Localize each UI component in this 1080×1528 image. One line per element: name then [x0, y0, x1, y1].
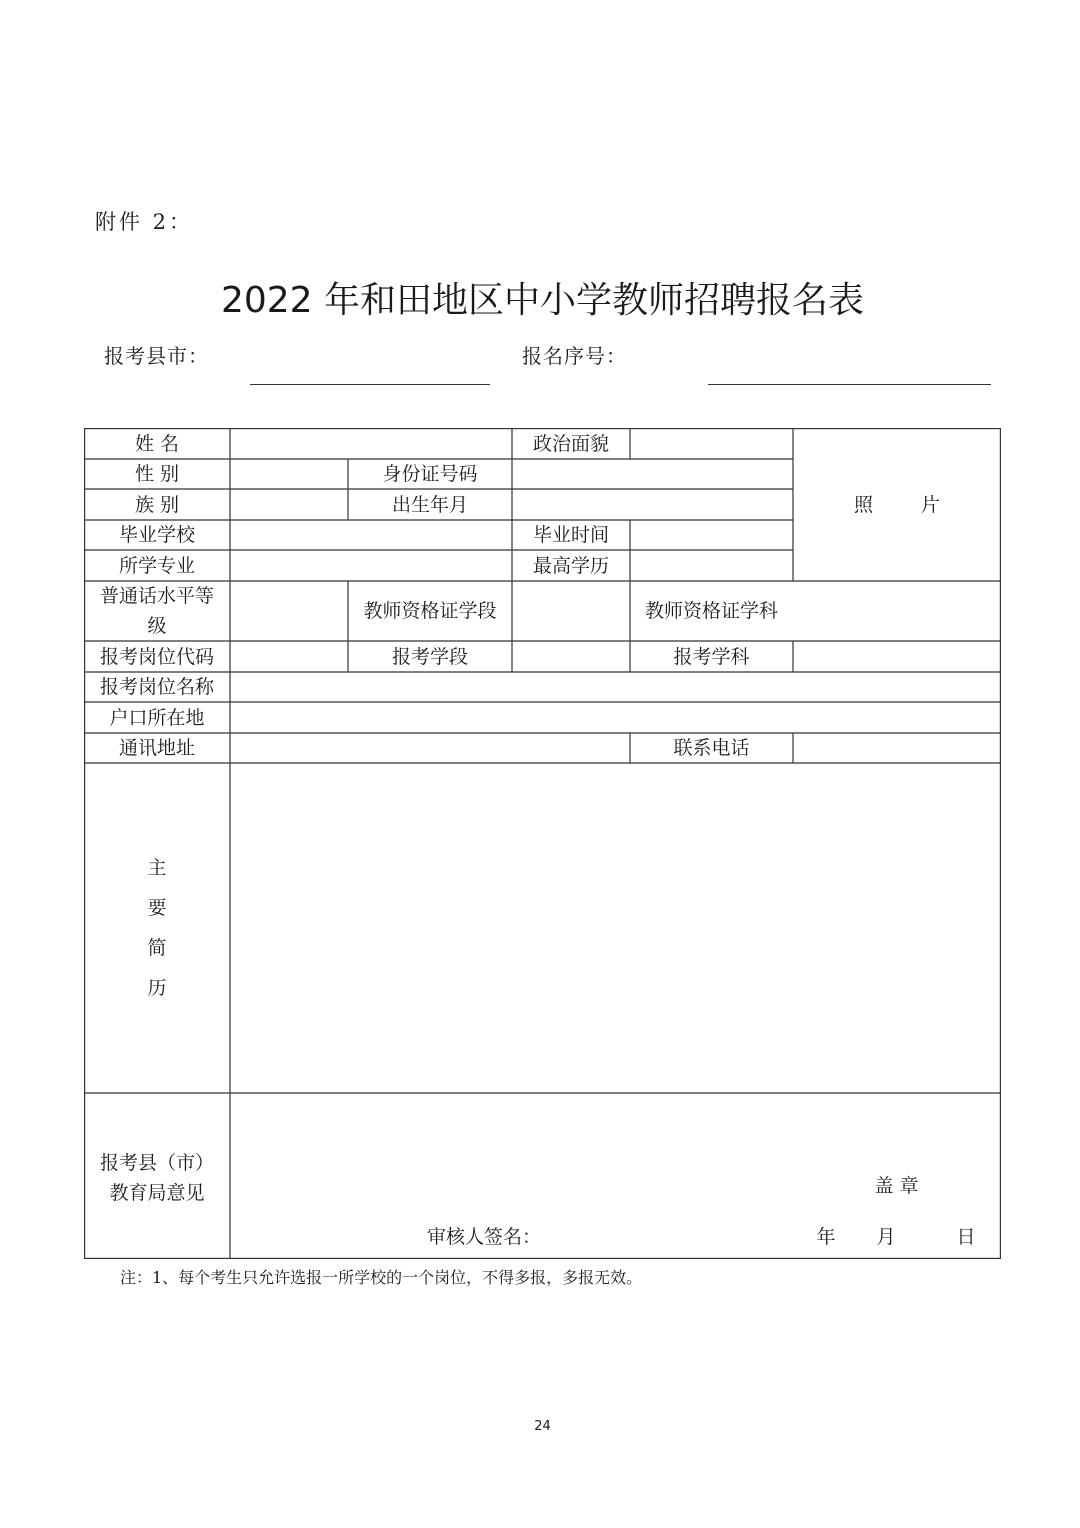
cert-subject-label: 教师资格证学科 [644, 600, 778, 622]
apply-subject-label: 报考学科 [673, 645, 750, 668]
opinion-label-line1: 报考县（市） [99, 1152, 214, 1174]
id-number-field[interactable] [512, 459, 793, 489]
county-field-line[interactable] [250, 384, 490, 385]
school-field[interactable] [230, 520, 512, 550]
hukou-field[interactable] [230, 702, 1001, 733]
resume-char-1: 主 [147, 857, 167, 879]
gender-label: 性 别 [134, 463, 180, 485]
name-field[interactable] [230, 428, 512, 459]
photo-label-1: 照 [853, 493, 873, 516]
resume-label [84, 763, 230, 1093]
address-field[interactable] [230, 733, 630, 763]
serial-label: 报名序号： [522, 344, 627, 368]
gender-field[interactable] [230, 459, 348, 489]
opinion-label-line2: 教育局意见 [109, 1182, 205, 1204]
education-label: 最高学历 [532, 554, 609, 577]
page-title: 2022 年和田地区中小学教师招聘报名表 [220, 280, 865, 321]
phone-label: 联系电话 [673, 737, 750, 759]
mandarin-label [84, 581, 230, 641]
photo-box[interactable] [793, 428, 1001, 581]
school-label: 毕业学校 [118, 524, 195, 546]
resume-field[interactable] [230, 763, 1001, 1093]
political-field[interactable] [630, 428, 793, 459]
year-label: 年 [816, 1226, 836, 1248]
registration-form [84, 428, 1001, 1259]
mandarin-label-line1: 普通话水平等 [99, 585, 214, 607]
resume-char-3: 简 [147, 937, 167, 959]
opinion-label [84, 1093, 230, 1259]
month-label: 月 [876, 1226, 896, 1248]
photo-label-2: 片 [921, 493, 941, 516]
post-code-label: 报考岗位代码 [99, 645, 214, 668]
apply-stage-field[interactable] [512, 641, 630, 672]
footnote: 注：1、每个考生只允许选报一所学校的一个岗位，不得多报，多报无效。 [120, 1268, 643, 1287]
resume-char-2: 要 [147, 897, 167, 919]
post-name-field[interactable] [230, 672, 1001, 702]
post-name-label: 报考岗位名称 [99, 676, 214, 698]
mandarin-field[interactable] [230, 581, 348, 641]
page-number: 24 [534, 1419, 551, 1434]
grad-time-label: 毕业时间 [532, 524, 609, 546]
apply-subject-field[interactable] [793, 641, 1001, 672]
resume-char-4: 历 [147, 977, 167, 999]
major-field[interactable] [230, 550, 512, 581]
name-label: 姓 名 [134, 432, 180, 455]
attachment-label: 附件 2： [95, 210, 194, 234]
day-label: 日 [956, 1226, 976, 1248]
apply-stage-label: 报考学段 [391, 645, 468, 668]
ethnicity-field[interactable] [230, 489, 348, 520]
political-label: 政治面貌 [532, 432, 609, 455]
county-label: 报考县市： [104, 344, 209, 368]
seal-label: 盖 章 [874, 1175, 919, 1197]
birth-field[interactable] [512, 489, 793, 520]
post-code-field[interactable] [230, 641, 348, 672]
serial-field-line[interactable] [708, 384, 991, 385]
mandarin-label-line2: 级 [147, 615, 167, 637]
cert-subject-field[interactable] [793, 581, 1001, 641]
phone-field[interactable] [793, 733, 1001, 763]
cert-stage-field[interactable] [512, 581, 630, 641]
reviewer-label: 审核人签名： [426, 1226, 541, 1248]
cert-stage-label: 教师资格证学段 [363, 600, 497, 622]
birth-label: 出生年月 [391, 493, 468, 516]
grad-time-field[interactable] [630, 520, 793, 550]
address-label: 通讯地址 [118, 737, 195, 759]
ethnicity-label: 族 别 [134, 493, 180, 516]
education-field[interactable] [630, 550, 793, 581]
hukou-label: 户口所在地 [109, 706, 205, 729]
major-label: 所学专业 [118, 554, 195, 577]
id-number-label: 身份证号码 [382, 463, 478, 485]
